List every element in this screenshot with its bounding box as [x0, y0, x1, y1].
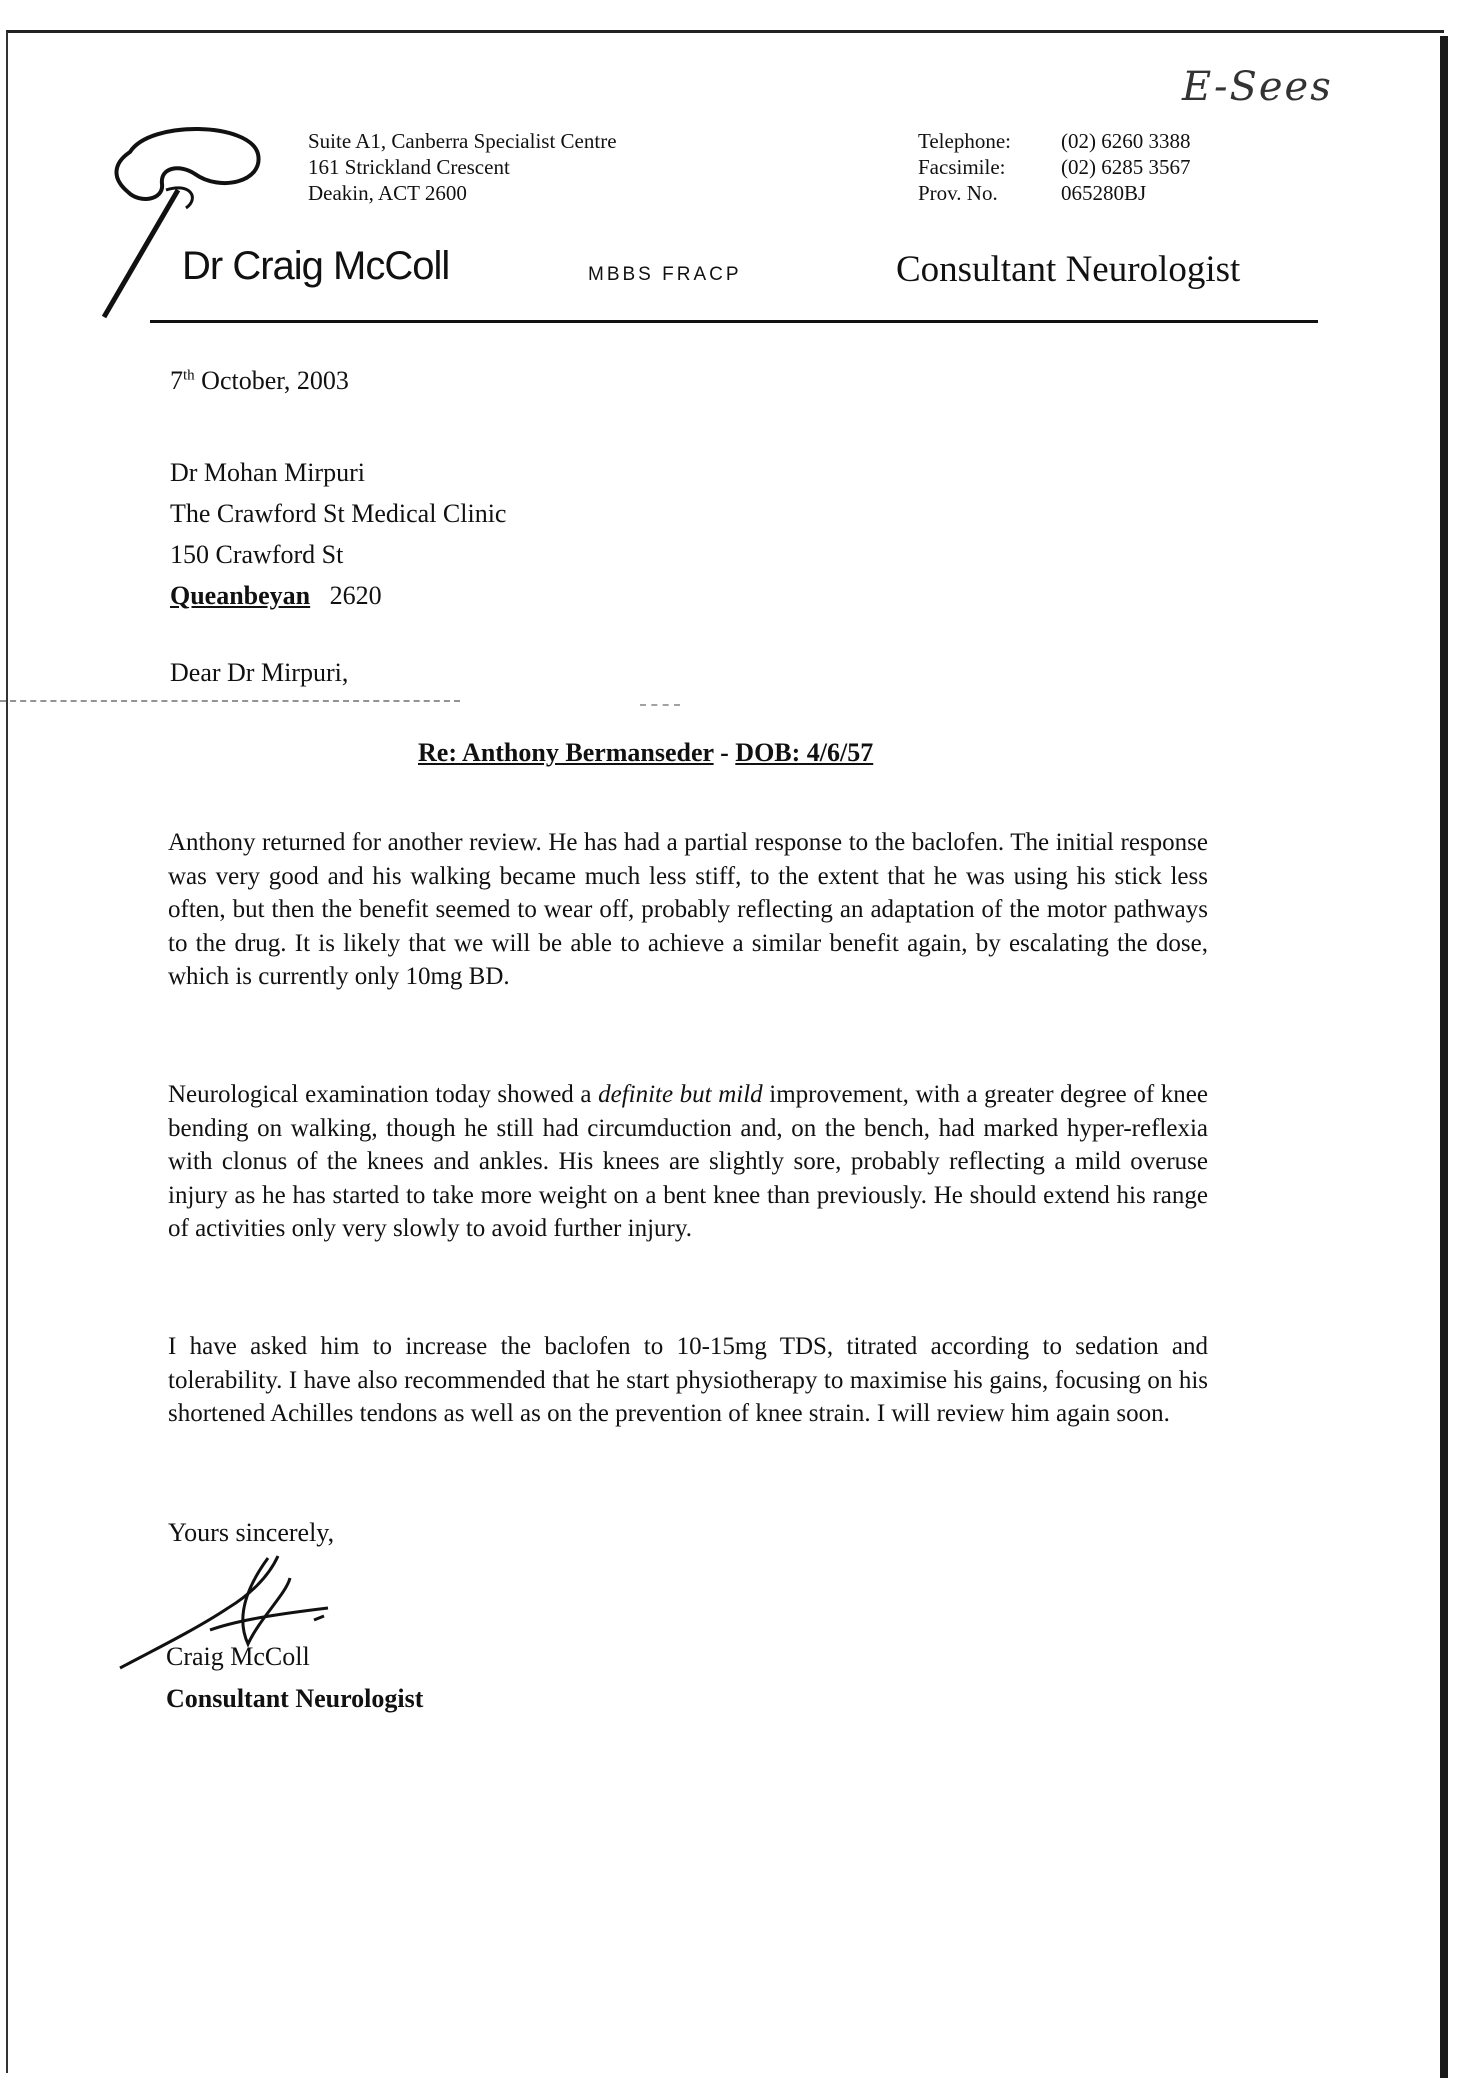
- contact-value: (02) 6285 3567: [1061, 155, 1191, 179]
- recipient-name: Dr Mohan Mirpuri: [170, 458, 365, 487]
- specialty-title: Consultant Neurologist: [896, 249, 1241, 290]
- date-day: 7: [170, 366, 183, 395]
- subject-dob: DOB: 4/6/57: [735, 738, 874, 767]
- scan-artifact: [640, 704, 680, 708]
- recipient-postcode: 2620: [329, 581, 382, 610]
- letter-date: [170, 366, 349, 396]
- contact-value: 065280BJ: [1061, 181, 1147, 205]
- recipient-town-line: [170, 575, 506, 616]
- contact-value: (02) 6260 3388: [1061, 129, 1191, 153]
- date-month-year: October, 2003: [194, 366, 349, 395]
- contact-label: Prov. No.: [918, 181, 998, 205]
- paragraph-text: Neurological examination today showed a: [168, 1081, 599, 1108]
- address-line: 161 Strickland Crescent: [308, 155, 510, 179]
- emphasis-text: definite but mild: [598, 1081, 763, 1108]
- recipient-street: 150 Crawford St: [170, 540, 344, 569]
- contact-row-telephone: [918, 128, 1191, 154]
- reflex-hammer-logo: [100, 112, 270, 322]
- paragraph-plan: I have asked him to increase the baclofen to 10-15mg TDS, titrated according to sedation and tolerability. I have also recommended that he start physiotherapy to maximise his gains, focusing on his shortened Achilles tendons as well as on the prevention of knee strain. I will review him again soon.: [168, 1333, 1208, 1427]
- salutation: Dear Dr Mirpuri,: [170, 658, 349, 687]
- recipient-town: Queanbeyan: [170, 581, 311, 610]
- contact-row-provider: [918, 180, 1191, 206]
- paragraph-review: Anthony returned for another review. He has had a partial response to the baclofen. The initial response was very good and his walking became much less stiff, to the extent that he was using his stick less often, but then the benefit seemed to wear off, probably reflecting an adaptation of the motor pathways to the drug. It is likely that we will be able to achieve a similar benefit again, by escalating the dose, which is currently only 10mg BD.: [168, 829, 1208, 990]
- recipient-clinic: The Crawford St Medical Clinic: [170, 499, 507, 528]
- subject-separator: -: [713, 738, 736, 767]
- signatory-title: Consultant Neurologist: [166, 1684, 424, 1713]
- paragraph-text: improvement, with a greater degree of knee bending on walking, though he still had circumduction and, on the bench, had marked hyper-reflexia with clonus of the knees and ankles. His knees are slightly sore, probably reflecting a mild overuse injury as he has started to take more weight on a bent knee than previously. He should extend his range of activities only very slowly to avoid further injury.: [168, 1081, 1208, 1242]
- subject-line: [418, 738, 873, 768]
- address-line: Deakin, ACT 2600: [308, 181, 467, 205]
- scan-edge: [1440, 36, 1448, 2078]
- paragraph-examination: [168, 1078, 1208, 1246]
- subject-patient: Re: Anthony Bermanseder: [418, 738, 714, 767]
- qualifications: MBBS FRACP: [588, 264, 742, 285]
- letterhead-divider: [150, 320, 1318, 323]
- page-frame: [6, 30, 1444, 2073]
- closing: Yours sincerely,: [168, 1518, 335, 1547]
- address-line: Suite A1, Canberra Specialist Centre: [308, 129, 617, 153]
- doctor-name: Dr Craig McColl: [182, 244, 450, 288]
- date-suffix: th: [183, 367, 195, 384]
- contact-label: Facsimile:: [918, 155, 1006, 179]
- scan-artifact: [0, 700, 460, 704]
- handwritten-note: E-Sees: [1182, 64, 1333, 110]
- contact-details: [918, 128, 1191, 206]
- signatory-name: Craig McColl: [166, 1642, 310, 1671]
- recipient-address: [170, 452, 506, 616]
- contact-label: Telephone:: [918, 129, 1011, 153]
- contact-row-facsimile: [918, 154, 1191, 180]
- practice-address: [308, 128, 617, 206]
